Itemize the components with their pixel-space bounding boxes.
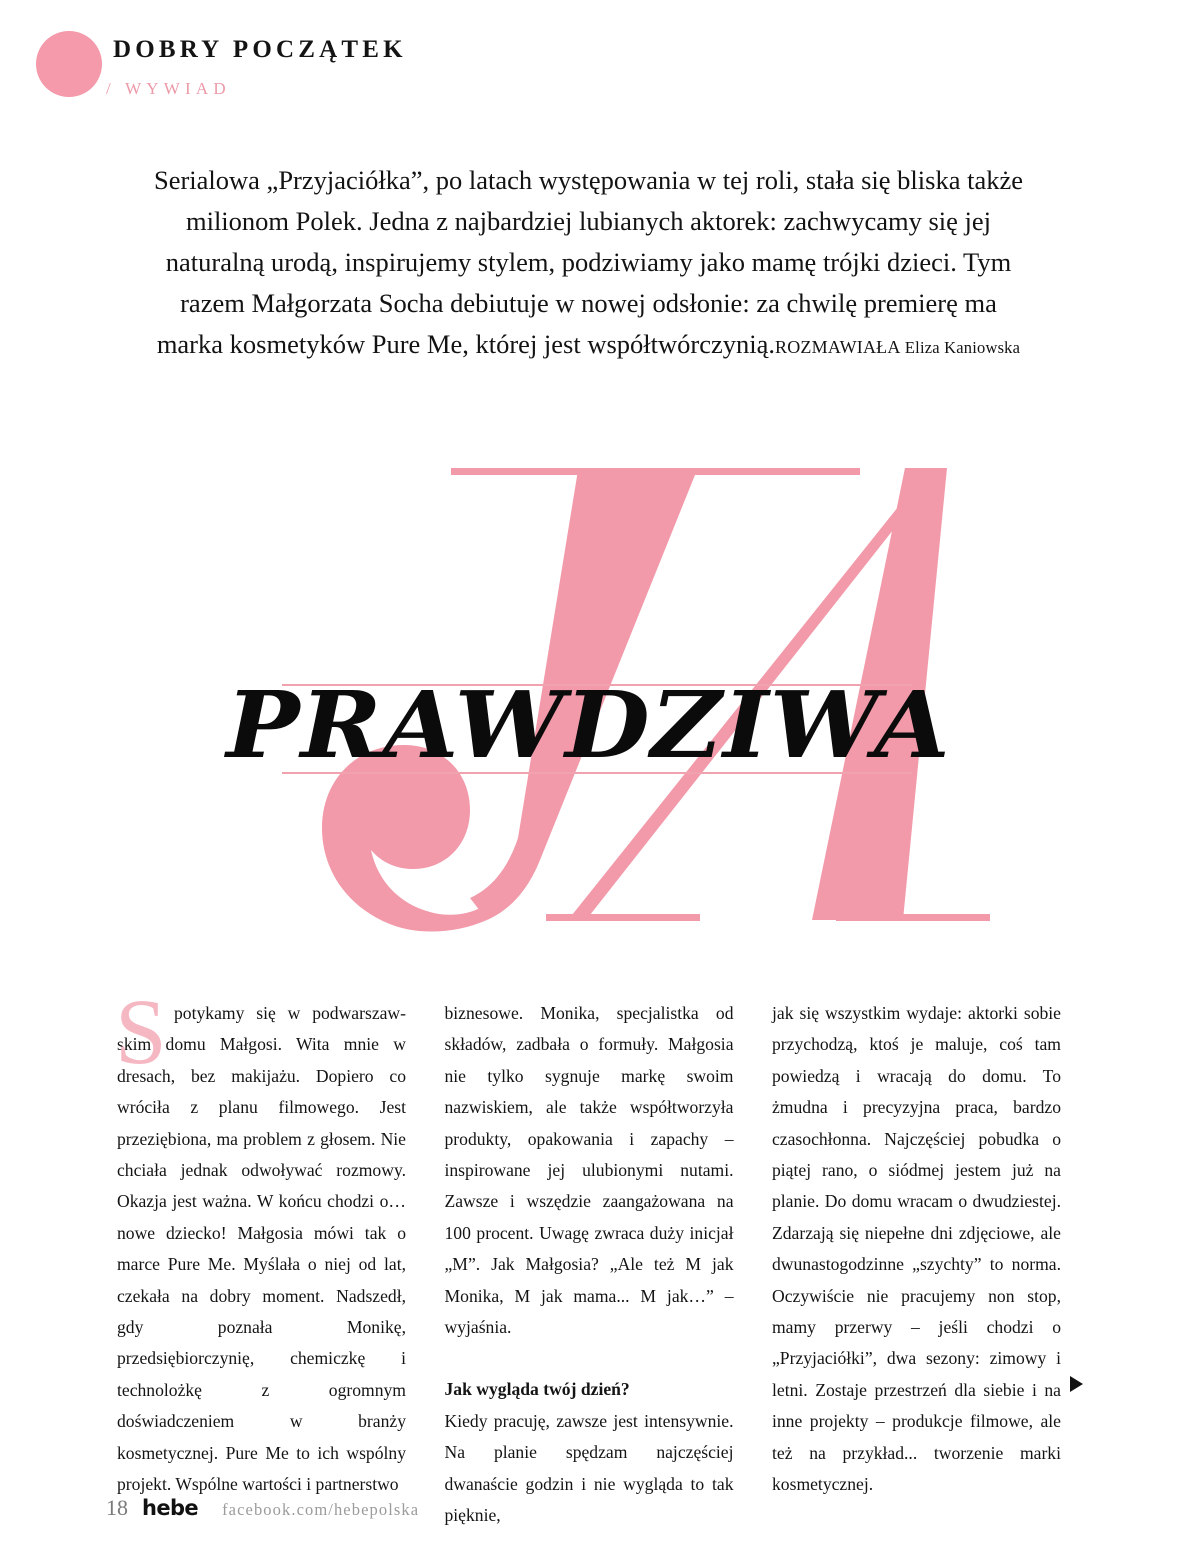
paragraph: jak się wszystkim wydaje: aktorki sobie przychodzą, ktoś je maluje, coś tam powiedzą i wracają do domu. To żmudna i precyzyjna praca, bardzo czasochłonna. Najczęściej pobudka o piątej rano, o siódmej jestem już na planie. Do domu wracam o dwudziestej. Zdarzają się niepełne dni zdjęciowe, ale dwunastogodzinne „szychty” to norma. Oczywiście nie pracujemy non stop, mamy przerwy – jeśli chodzi o „Przyjaciółki”, dwa sezony: zimowy i letni. Zostaje przestrzeń dla siebie i na inne projekty – produkcje filmowe, ale też na przykład... tworzenie marki kosmetycznej.	[772, 1003, 1061, 1495]
interview-question: Jak wygląda twój dzień?	[444, 1379, 630, 1400]
display-title-word: PRAWDZIWA	[226, 671, 951, 779]
byline-name: Eliza Kaniowska	[904, 338, 1021, 357]
article-column-3	[772, 998, 1061, 1495]
byline-credit	[775, 338, 1020, 357]
lede-paragraph	[150, 160, 1027, 368]
lede-line-2: także milionom Polek. Jedna z najbardziej lubianych aktorek: zachwycamy	[185, 165, 1024, 236]
paragraph: Kiedy pracuję, zawsze jest intensywnie. Na planie spędzam najczęściej dwanaście godzin i nie wygląda to tak pięknie,	[444, 1410, 734, 1526]
display-title-block	[0, 420, 1177, 970]
social-url: facebook.com/hebepolska	[222, 1500, 420, 1519]
column-1-text: potykamy się w podwarszawskim domu Małgosi. Wita mnie w dresach, bez makijażu. Dopiero co wróciła z planu filmowego. Jest przeziębiona, ma problem z głosem. Nie chciała jednak odwoływać rozmowy. Okazja jest ważna. W końcu chodzi o… nowe dziecko! Małgosia mówi tak o marce Pure Me. Myślała o niej od lat, czekała na dobry moment. Nadszedł, gdy poznała Monikę, przedsiębiorczynię, chemiczkę i technolożkę z ogromnym doświadczeniem w branży kosmetycznej. Pure Me to ich wspólny projekt. Wspólne wartości i partnerstwo	[117, 1003, 406, 1495]
page-number: 18	[106, 1495, 128, 1520]
brand-logo: hebe	[142, 1496, 199, 1520]
lede-line-6: której jest współtwórczynią.	[475, 329, 776, 359]
article-column-2	[444, 998, 734, 1526]
paragraph: biznesowe. Monika, specjalistka od składów, zadbała o formuły. Małgosia nie tylko sygnuje markę swoim nazwiskiem, ale także współtworzyła produkty, opakowania i zapachy – inspirowane jej ulubionymi nutami. Zawsze i wszędzie zaangażowana na 100 procent. Uwagę zwraca duży inicjał „M”. Jak Małgosia? „Ale też M jak Monika, M jak mama... M jak…” – wyjaśnia.	[444, 1003, 734, 1338]
lede-line-3: się jej naturalną urodą, inspirujemy stylem, podziwiamy jako mamę trójki	[165, 206, 992, 277]
lede-line-1: Serialowa „Przyjaciółka”, po latach występowania w tej roli, stała się bliska	[153, 165, 961, 195]
section-subkicker: / WYWIAD	[106, 79, 231, 98]
section-kicker: DOBRY POCZĄTEK	[113, 36, 407, 63]
lede-line-4: dzieci. Tym razem Małgorzata Socha debiutuje w nowej odsłonie:	[180, 247, 1012, 318]
page-footer	[106, 1495, 419, 1521]
triangle-right-icon	[1070, 1376, 1083, 1392]
byline-label: ROZMAWIAŁA	[775, 337, 901, 357]
page-header	[0, 0, 1177, 130]
article-column-1	[115, 981, 406, 1495]
paragraph	[117, 998, 406, 1501]
pink-circle-decoration	[36, 31, 102, 97]
drop-cap: S	[115, 981, 167, 1084]
lede-line-5: za chwilę premierę ma marka kosmetyków Pure Me,	[156, 288, 997, 359]
